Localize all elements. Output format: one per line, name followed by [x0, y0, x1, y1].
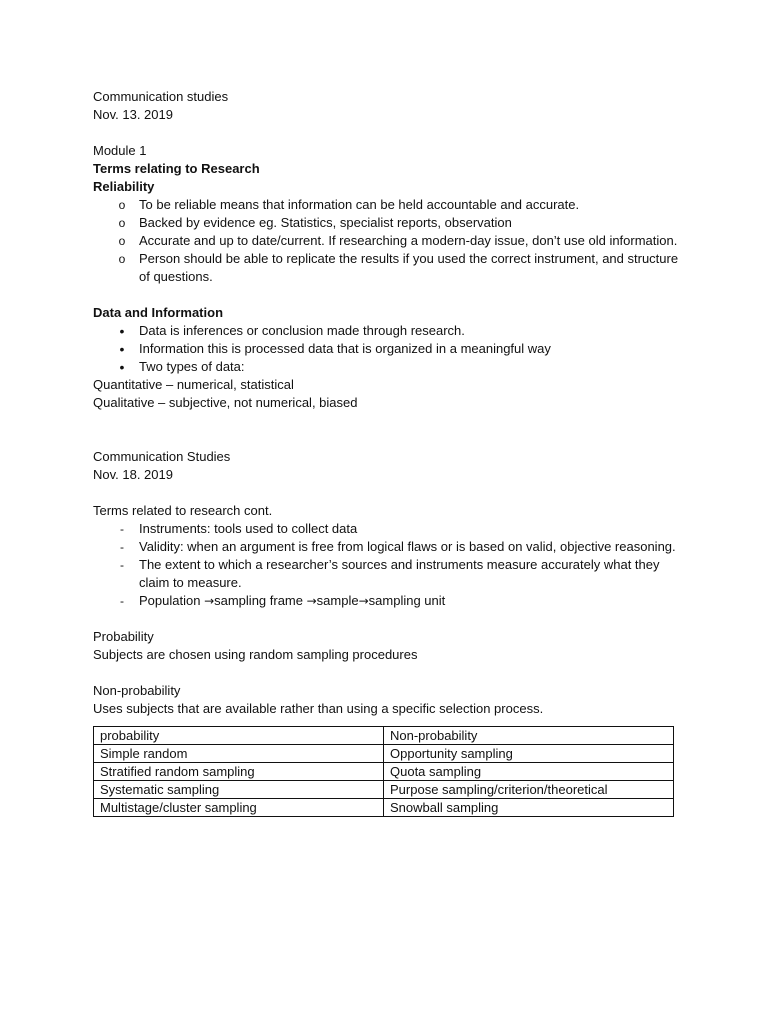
table-row: [94, 763, 674, 781]
table-cell: Opportunity sampling: [384, 745, 674, 763]
bullet-icon: •: [119, 359, 125, 375]
list-item: • Data is inferences or conclusion made through research.: [93, 322, 683, 340]
arrow-right-icon: →: [358, 594, 369, 608]
bullet-icon: •: [119, 341, 125, 357]
bullet-icon: •: [119, 323, 125, 339]
data-list: [93, 322, 683, 376]
list-item: o Person should be able to replicate the results if you used the correct instrument, and structure of questions.: [93, 250, 683, 286]
circle-bullet-icon: o: [118, 252, 126, 266]
table-row: [94, 745, 674, 763]
list-item: • Two types of data:: [93, 358, 683, 376]
table-cell: Systematic sampling: [94, 781, 384, 799]
data-information-heading: Data and Information: [93, 305, 224, 320]
nonprobability-text: Uses subjects that are available rather than using a specific selection process.: [93, 701, 544, 716]
nonprobability-heading: Non-probability: [93, 683, 181, 698]
date-1: Nov. 13. 2019: [93, 107, 173, 122]
list-item: o Accurate and up to date/current. If researching a modern-day issue, don’t use old information.: [93, 232, 683, 250]
list-item: • Information this is processed data that is organized in a meaningful way: [93, 340, 683, 358]
research-terms-heading: Terms relating to Research: [93, 161, 260, 176]
dash-bullet-icon: -: [120, 558, 124, 572]
list-item: o To be reliable means that information can be held accountable and accurate.: [93, 196, 683, 214]
reliability-list: [93, 196, 683, 286]
population-chain: Population →sampling frame →sample→sampling unit: [139, 593, 446, 608]
table-cell: Quota sampling: [384, 763, 674, 781]
table-cell: Simple random: [94, 745, 384, 763]
list-item: o Backed by evidence eg. Statistics, specialist reports, observation: [93, 214, 683, 232]
dash-bullet-icon: -: [120, 540, 124, 554]
arrow-right-icon: →: [306, 594, 317, 608]
table-cell: Purpose sampling/criterion/theoretical: [384, 781, 674, 799]
document-content: [93, 88, 683, 817]
table-header-cell: Non-probability: [384, 727, 674, 745]
reliability-heading: Reliability: [93, 179, 155, 194]
table-cell: Snowball sampling: [384, 799, 674, 817]
course-title-2: Communication Studies: [93, 449, 231, 464]
dash-bullet-icon: -: [120, 522, 124, 536]
probability-text: Subjects are chosen using random sampling procedures: [93, 647, 418, 662]
list-item: [93, 592, 683, 610]
list-item: - Instruments: tools used to collect data: [93, 520, 683, 538]
circle-bullet-icon: o: [118, 216, 126, 230]
dash-bullet-icon: -: [120, 594, 124, 608]
table-header-cell: probability: [94, 727, 384, 745]
circle-bullet-icon: o: [118, 198, 126, 212]
list-item: - The extent to which a researcher’s sources and instruments measure accurately what they claim to measure.: [93, 556, 683, 592]
probability-heading: Probability: [93, 629, 154, 644]
table-header-row: [94, 727, 674, 745]
table-row: [94, 799, 674, 817]
terms-cont-heading: Terms related to research cont.: [93, 503, 273, 518]
table-row: [94, 781, 674, 799]
course-title-1: Communication studies: [93, 89, 229, 104]
list-item: - Validity: when an argument is free from logical flaws or is based on valid, objective reasoning.: [93, 538, 683, 556]
arrow-right-icon: →: [204, 594, 215, 608]
terms-list: [93, 520, 683, 610]
qualitative-line: Qualitative – subjective, not numerical, biased: [93, 395, 358, 410]
sampling-table: [93, 726, 674, 817]
circle-bullet-icon: o: [118, 234, 126, 248]
module-label: Module 1: [93, 143, 147, 158]
table-cell: Stratified random sampling: [94, 763, 384, 781]
date-2: Nov. 18. 2019: [93, 467, 173, 482]
quantitative-line: Quantitative – numerical, statistical: [93, 377, 294, 392]
table-cell: Multistage/cluster sampling: [94, 799, 384, 817]
